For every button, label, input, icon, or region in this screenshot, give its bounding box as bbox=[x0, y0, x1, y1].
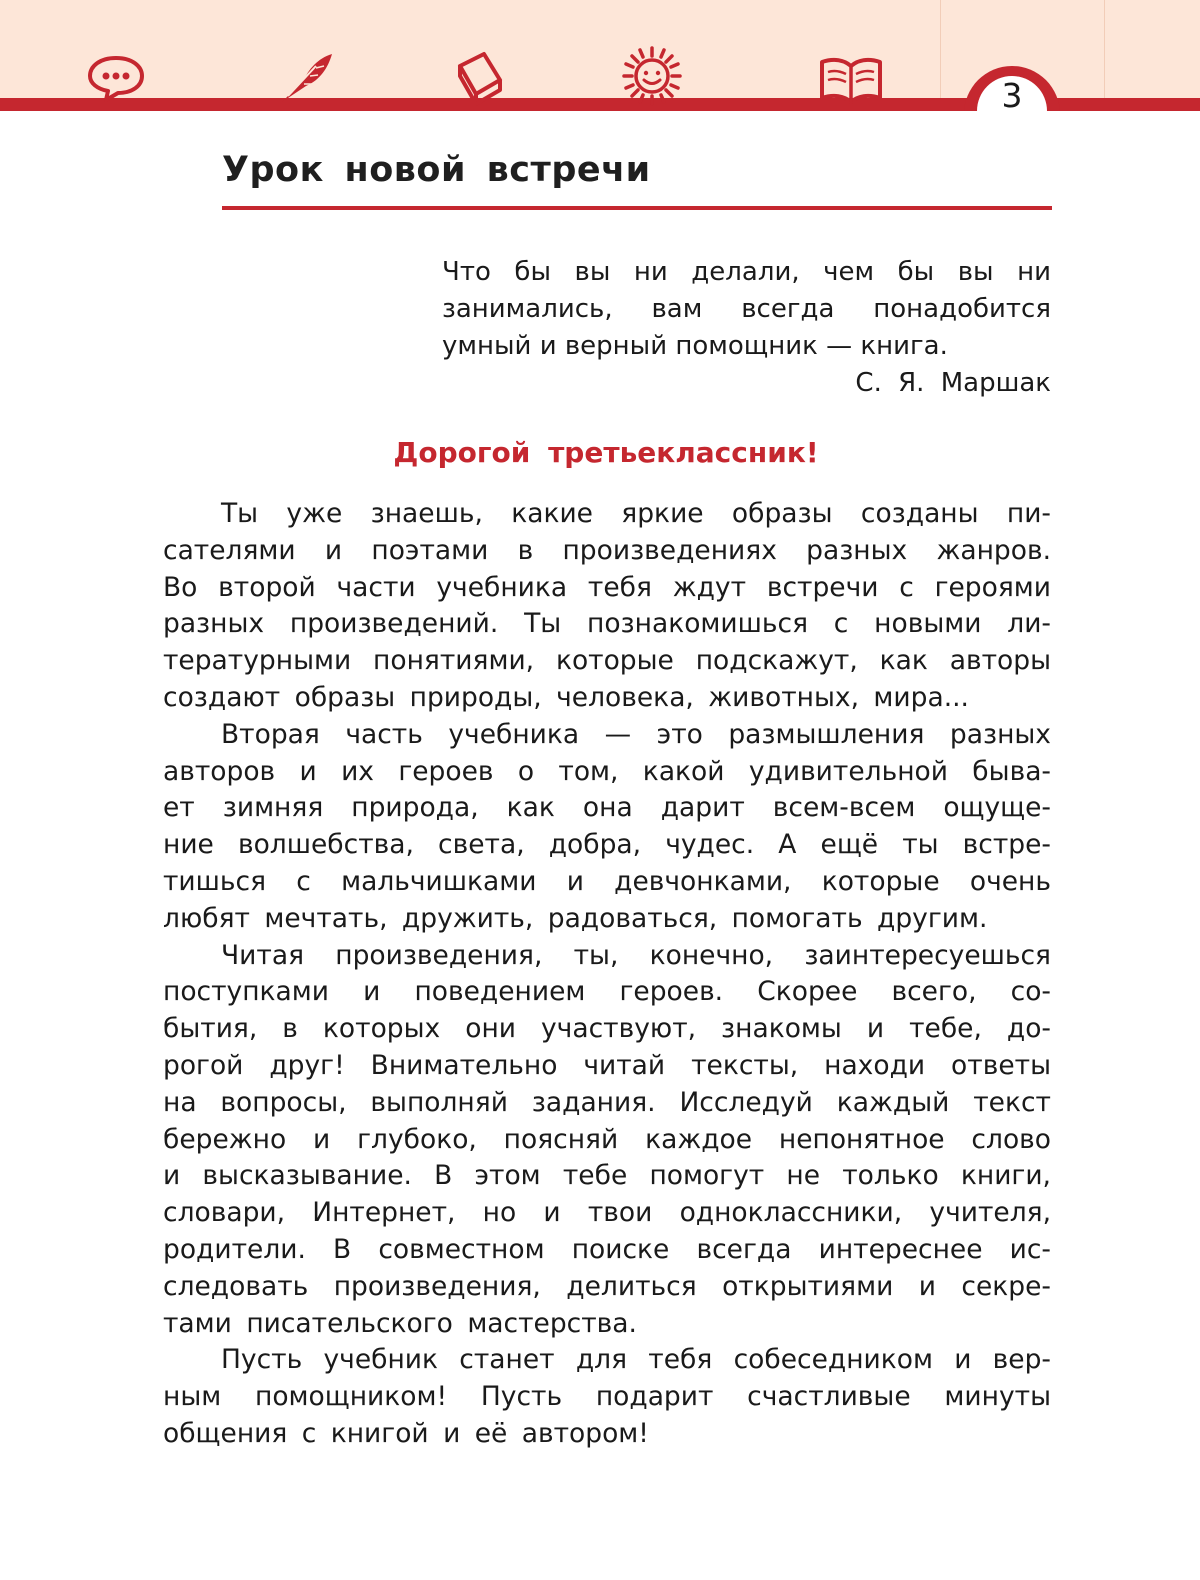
body-line: ние волшебства, света, добра, чудес. А ещё ты встре- bbox=[163, 829, 1051, 861]
body-line: ным помощником! Пусть подарит счастливые минуты bbox=[163, 1381, 1051, 1413]
feather-quill-icon bbox=[274, 44, 338, 108]
epigraph-line: занимались, вам всегда понадобится bbox=[442, 294, 1051, 324]
title-underline bbox=[222, 206, 1052, 210]
epigraph-line: Что бы вы ни делали, чем бы вы ни bbox=[442, 257, 1051, 287]
open-book-icon bbox=[816, 44, 886, 108]
body-line: бережно и глубоко, поясняй каждое непонятное слово bbox=[163, 1123, 1051, 1155]
body-line: поступками и поведением героев. Скорее всего, со- bbox=[163, 976, 1051, 1008]
epigraph-line: умный и верный помощник — книга. bbox=[442, 331, 948, 361]
body-line: бытия, в которых они участвуют, знакомы и тебе, до- bbox=[163, 1013, 1051, 1045]
body-line: рогой друг! Внимательно читай тексты, находи ответы bbox=[163, 1049, 1051, 1081]
epigraph bbox=[442, 254, 1051, 365]
lesson-title: Урок новой встречи bbox=[222, 150, 651, 190]
body-line: тературными понятиями, которые подскажут, как авторы bbox=[163, 645, 1051, 677]
body-line: любят мечтать, дружить, радоваться, помогать другим. bbox=[163, 902, 988, 934]
body-line: тишься с мальчишками и девчонками, которые очень bbox=[163, 865, 1051, 897]
body-line: Вторая часть учебника — это размышления разных bbox=[221, 718, 1051, 750]
body-line: словари, Интернет, но и твои одноклассники, учителя, bbox=[163, 1197, 1051, 1229]
body-line: родители. В совместном поиске всегда интереснее ис- bbox=[163, 1233, 1051, 1265]
body-line: Пусть учебник станет для тебя собеседником и вер- bbox=[221, 1344, 1051, 1376]
body-line: авторов и их героев о том, какой удивительной быва- bbox=[163, 755, 1051, 787]
page-tab-cover bbox=[940, 111, 1080, 171]
body-line: следовать произведения, делиться открытиями и секре- bbox=[163, 1270, 1051, 1302]
page-number: 3 bbox=[1001, 76, 1023, 115]
body-line: ет зимняя природа, как она дарит всем-всем ощуще- bbox=[163, 792, 1051, 824]
body-line: Ты уже знаешь, какие яркие образы созданы пи- bbox=[221, 498, 1051, 529]
greeting-heading: Дорогой третьеклассник! bbox=[393, 436, 819, 469]
body-line: и высказывание. В этом тебе помогут не только книги, bbox=[163, 1160, 1051, 1192]
body-line: создают образы природы, человека, животных, мира... bbox=[163, 681, 969, 713]
body-line: Во второй части учебника тебя ждут встречи с героями bbox=[163, 571, 1051, 603]
speech-bubble-icon bbox=[84, 44, 148, 108]
body-line: на вопросы, выполняй задания. Исследуй каждый текст bbox=[163, 1086, 1051, 1118]
book-icon bbox=[448, 44, 512, 108]
body-line: сателями и поэтами в произведениях разных жанров. bbox=[163, 534, 1051, 566]
body-line: тами писательского мастерства. bbox=[163, 1307, 637, 1339]
sun-icon bbox=[620, 44, 684, 108]
body-line: Читая произведения, ты, конечно, заинтересуешься bbox=[221, 939, 1051, 971]
body-line: общения с книгой и её автором! bbox=[163, 1417, 649, 1449]
epigraph-author: С. Я. Маршак bbox=[855, 368, 1051, 398]
body-text bbox=[163, 496, 1051, 1453]
header-guide-line bbox=[1104, 0, 1105, 104]
header-guide-line bbox=[940, 0, 941, 104]
body-line: разных произведений. Ты познакомишься с новыми ли- bbox=[163, 608, 1051, 640]
